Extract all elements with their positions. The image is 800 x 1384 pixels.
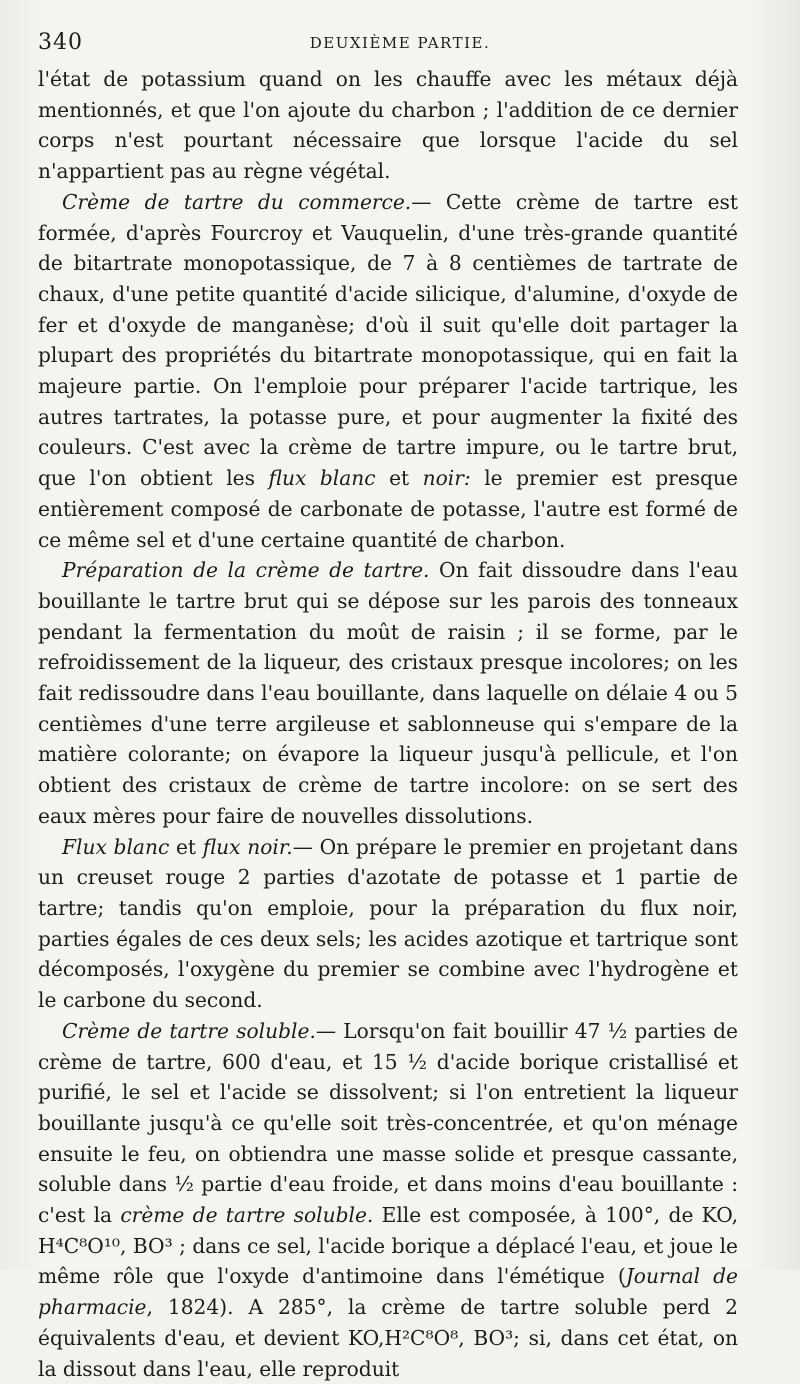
running-head: DEUXIÈME PARTIE. <box>309 34 491 52</box>
paragraph-creme-commerce-text-a: — Cette crème de tartre est formée, d'après Fourcroy et Vauquelin, d'une très-grande quantité de bitartrate monopotassique, de 7 à 8 centièmes de tartrate de chaux, d'une petite quantité d'acide silicique, d'alumine, d'oxyde de fer et d'oxyde de manganèse; d'où il suit qu'elle doit partager la plupart des propriétés du bitartrate monopotassique, qui en fait la majeure partie. On l'emploie pour préparer l'acide tartrique, les autres tartrates, la potasse pure, et pour augmenter la fixité des couleurs. C'est avec la crème de tartre impure, ou le tartre brut, que l'on obtient les <box>38 189 738 491</box>
paragraph-creme-commerce <box>38 187 738 555</box>
paragraph-creme-soluble-text-b: Elle est composée, à 100°, de KO, H⁴C⁸O¹⁰, BO³ ; dans ce sel, l'acide borique a déplacé l'eau, et joue le même rôle que l'oxyde d'antimoine dans l'émétique ( <box>38 1203 738 1289</box>
term-noir: noir: <box>422 466 471 491</box>
paragraph-creme-soluble <box>38 1016 738 1384</box>
paragraph-creme-soluble-text-a: — Lorsqu'on fait bouillir 47 ½ parties de crème de tartre, 600 d'eau, et 15 ½ d'acide borique cristallisé et purifié, le sel et l'acide se dissolvent; si l'on entretient la liqueur bouillante jusqu'à ce qu'elle soit très-concentrée, et qu'on ménage ensuite le feu, on obtiendra une masse solide et presque cassante, soluble dans ½ partie d'eau froide, et dans moins d'eau bouillante : c'est la <box>38 1018 738 1228</box>
paragraph-flux-text: — On prépare le premier en projetant dans un creuset rouge 2 parties d'azotate de potasse et 1 partie de tartre; tandis qu'on emploie, pour la préparation du flux noir, parties égales de ces deux sels; les acides azotique et tartrique sont décomposés, l'oxygène du premier se combine avec l'hydrogène et le carbone du second. <box>38 834 738 1013</box>
page-number: 340 <box>38 30 83 55</box>
paragraph-1-text: l'état de potassium quand on les chauffe avec les métaux déjà mentionnés, et que l'on ajoute du charbon ; l'addition de ce dernier corps n'est pourtant nécessaire que lorsque l'acide du sel n'appartient pas au règne végétal. <box>38 67 738 184</box>
section-heading-preparation: Préparation de la crème de tartre. <box>62 558 430 583</box>
paragraph-preparation <box>38 555 738 831</box>
page-header <box>38 26 762 56</box>
paragraph-flux <box>38 832 738 1016</box>
paragraph-1 <box>38 64 738 187</box>
paragraph-preparation-text: On fait dissoudre dans l'eau bouillante le tartre brut qui se dépose sur les parois des tonneaux pendant la fermentation du moût de raisin ; il se forme, par le refroidissement de la liqueur, des cristaux presque incolores; on les fait redissoudre dans l'eau bouillante, dans laquelle on délaie 4 ou 5 centièmes d'une terre argileuse et sablonneuse qui s'empare de la matière colorante; on évapore la liqueur jusqu'à pellicule, et l'on obtient des cristaux de crème de tartre incolore: on se sert des eaux mères pour faire de nouvelles dissolutions. <box>38 558 738 828</box>
citation-journal: Journal de pharmacie <box>38 1264 738 1320</box>
section-heading-flux-blanc: Flux blanc <box>62 834 170 859</box>
section-heading-flux-noir: flux noir. <box>202 834 293 859</box>
section-heading-flux-et: et <box>169 834 203 859</box>
paragraph-creme-commerce-text-b: le premier est presque entièrement composé de carbonate de potasse, l'autre est formé de ce même sel et d'une certaine quantité de charbon. <box>38 466 738 552</box>
section-heading-creme-soluble: Crème de tartre soluble. <box>62 1018 316 1043</box>
conjunction-et: et <box>375 466 423 491</box>
paragraph-creme-soluble-text-c: , 1824). A 285°, la crème de tartre soluble perd 2 équivalents d'eau, et devient KO,H²C⁸O⁸, BO³; si, dans cet état, on la dissout dans l'eau, elle reproduit <box>38 1295 738 1381</box>
term-creme-soluble: crème de tartre soluble. <box>120 1203 374 1228</box>
page-body <box>38 64 738 1384</box>
section-heading-creme-commerce: Crème de tartre du commerce. <box>62 189 412 214</box>
term-flux-blanc: flux blanc <box>268 466 376 491</box>
